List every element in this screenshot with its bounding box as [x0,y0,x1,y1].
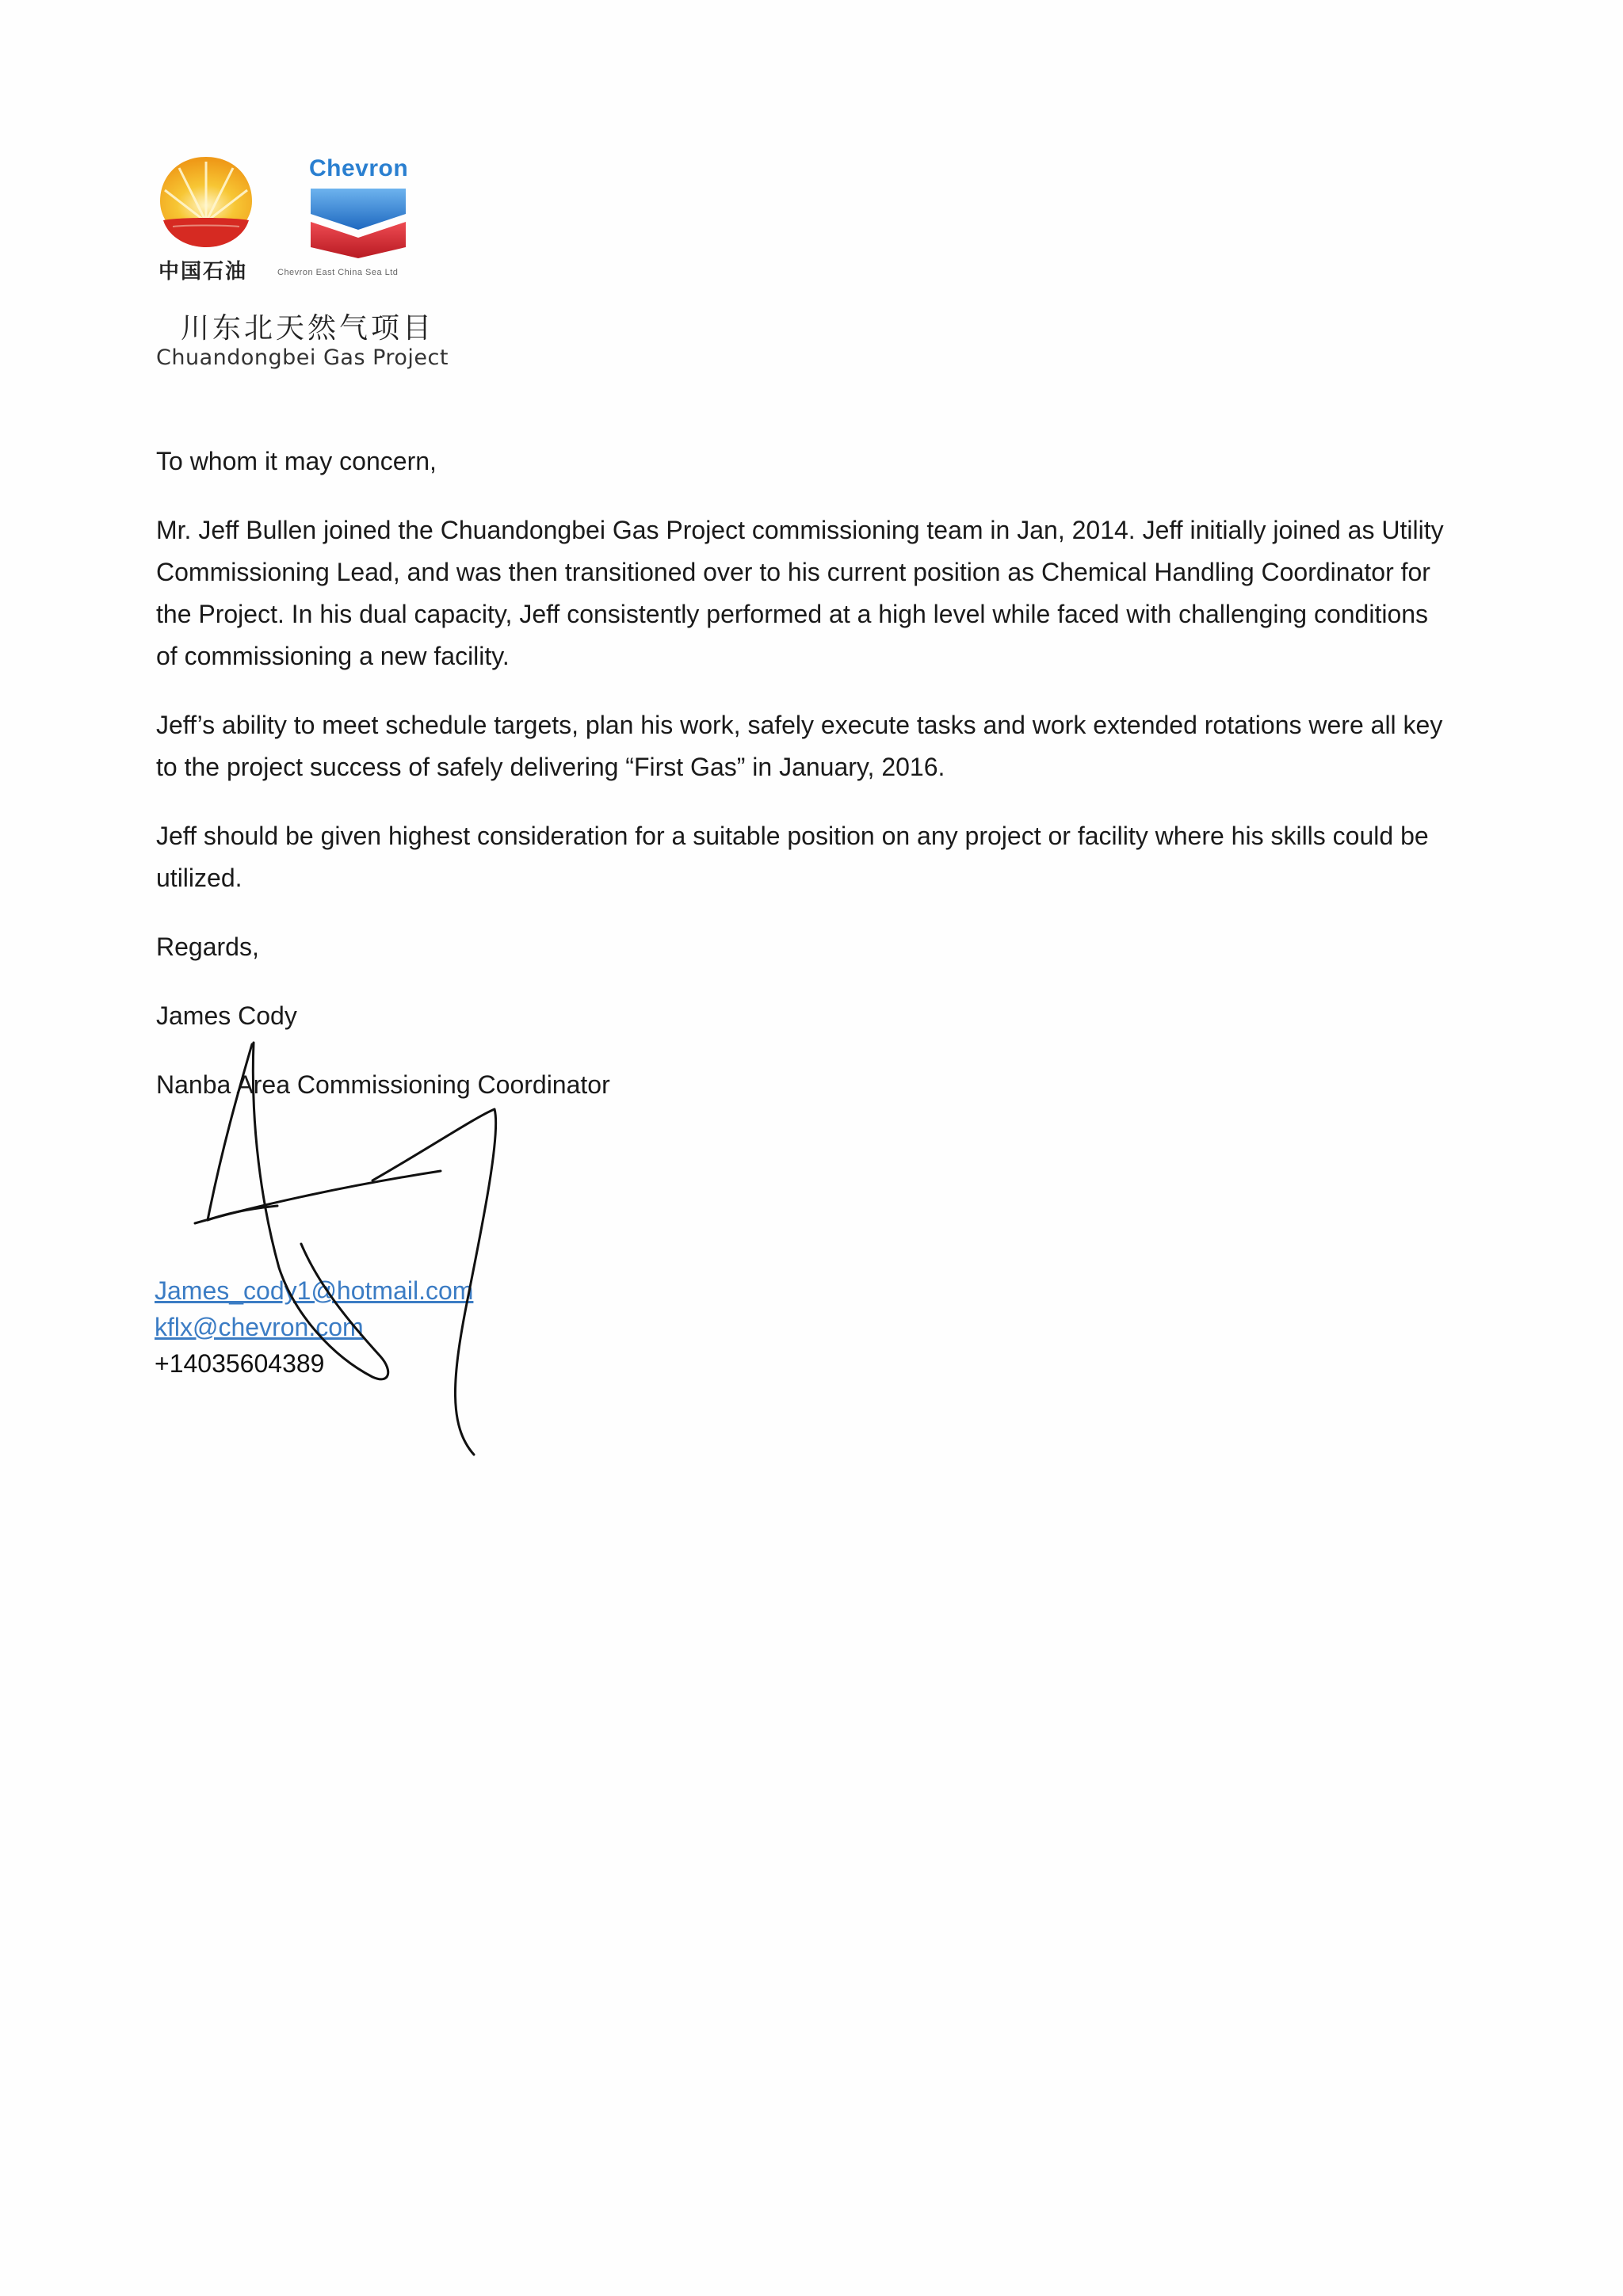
email-link-chevron[interactable]: kflx@chevron.com [155,1313,364,1341]
signer-title: Nanba Area Commissioning Coordinator [156,1070,610,1099]
project-name-chinese: 川东北天然气项目 [181,312,435,345]
chevron-logo-icon [309,187,407,260]
closing: Regards, [156,933,259,961]
cnpc-name: 中国石油 [158,260,248,284]
salutation: To whom it may concern, [156,447,437,475]
paragraph-1: Mr. Jeff Bullen joined the Chuandongbei Gas Project commissioning team in Jan, 2014. Jeff initially joined as Utility Commissioning Lead, and was then transitioned over to his current position as Chemical Handling Coordinator for the Project. In his dual capacity, Jeff consistently performed at a high level while faced with challenging conditions of commissioning a new facility. [156,516,1444,670]
paragraph-2: Jeff’s ability to meet schedule targets, plan his work, safely execute tasks and work extended rotations were all key to the project success of safely delivering “First Gas” in January, 2016. [156,711,1443,781]
paragraph-3: Jeff should be given highest consideration for a suitable position on any project or facility where his skills could be utilized. [156,822,1429,892]
letter-body [156,441,1456,1133]
chevron-wordmark: Chevron [309,155,409,181]
cnpc-logo-icon [155,151,257,252]
signer-name: James Cody [156,1001,297,1030]
project-name-english: Chuandongbei Gas Project [156,345,449,370]
contact-block [155,1272,473,1382]
email-link-hotmail[interactable]: James_cody1@hotmail.com [155,1276,474,1305]
phone-number: +14035604389 [155,1349,325,1378]
chevron-subtitle: Chevron East China Sea Ltd [277,268,399,277]
